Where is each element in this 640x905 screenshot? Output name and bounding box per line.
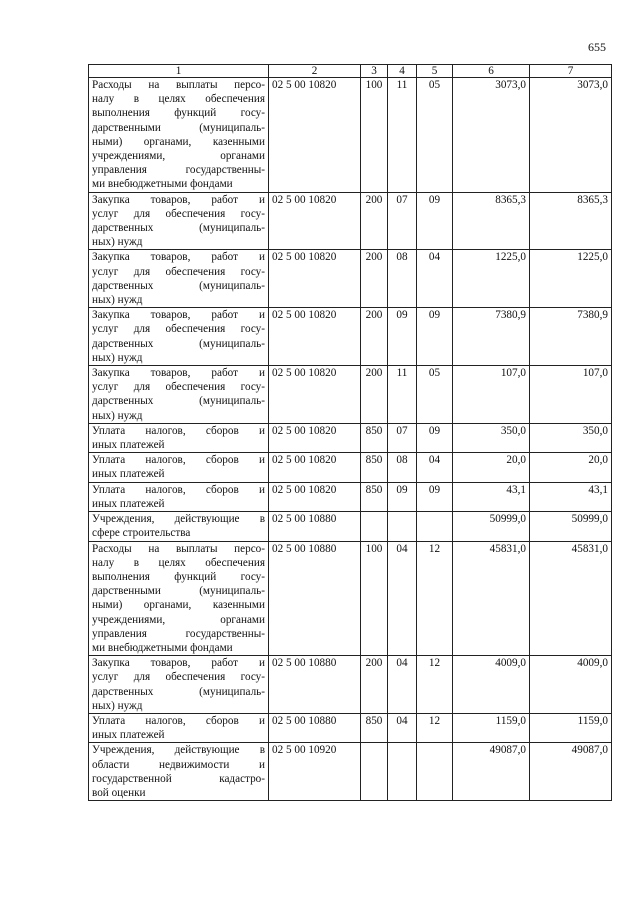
amount-cell: 49087,0 [453,743,530,801]
page-number: 655 [588,40,606,54]
expense-type-cell: 200 [361,656,388,714]
table-row [89,743,612,801]
row-name-cell: Закупка товаров, работ и услуг для обеспечения госу- дарственных (муниципаль- ных) нужд [89,656,269,714]
row-name-cell: Уплата налогов, сборов и иных платежей [89,713,269,742]
expense-type-cell: 850 [361,453,388,482]
amount-cell: 1225,0 [530,250,612,308]
subsection-cell [417,743,453,801]
budget-code-cell: 02 5 00 10820 [269,192,361,250]
expense-type-cell: 200 [361,192,388,250]
section-cell [388,512,417,541]
amount-cell: 50999,0 [530,512,612,541]
amount-cell: 7380,9 [530,308,612,366]
budget-code-cell: 02 5 00 10820 [269,308,361,366]
subsection-cell: 12 [417,713,453,742]
amount-cell: 43,1 [530,482,612,511]
row-name-cell: Расходы на выплаты персо- налу в целях обеспечения выполнения функций госу- дарственными (муниципаль- ными) органами, казенными учреждениями, органами управления государственны- ми внебюджетными фондами [89,78,269,193]
table-row [89,713,612,742]
subsection-cell: 05 [417,78,453,193]
table-row [89,250,612,308]
column-header: 2 [269,65,361,78]
section-cell: 07 [388,192,417,250]
expense-type-cell: 850 [361,713,388,742]
table-row [89,192,612,250]
budget-code-cell: 02 5 00 10880 [269,713,361,742]
budget-code-cell: 02 5 00 10820 [269,250,361,308]
subsection-cell: 09 [417,482,453,511]
column-header: 4 [388,65,417,78]
table-body [89,78,612,801]
budget-code-cell: 02 5 00 10820 [269,453,361,482]
table-row [89,656,612,714]
column-header: 3 [361,65,388,78]
expense-type-cell: 850 [361,423,388,452]
section-cell: 09 [388,308,417,366]
amount-cell: 20,0 [453,453,530,482]
column-header: 5 [417,65,453,78]
amount-cell: 43,1 [453,482,530,511]
expense-type-cell: 200 [361,308,388,366]
amount-cell: 8365,3 [453,192,530,250]
section-cell: 08 [388,453,417,482]
budget-code-cell: 02 5 00 10880 [269,512,361,541]
budget-code-cell: 02 5 00 10920 [269,743,361,801]
amount-cell: 50999,0 [453,512,530,541]
amount-cell: 20,0 [530,453,612,482]
budget-code-cell: 02 5 00 10880 [269,656,361,714]
budget-code-cell: 02 5 00 10880 [269,541,361,656]
amount-cell: 350,0 [530,423,612,452]
amount-cell: 3073,0 [530,78,612,193]
expense-type-cell [361,512,388,541]
row-name-cell: Учреждения, действующие в области недвижимости и государственной кадастро- вой оценки [89,743,269,801]
row-name-cell: Учреждения, действующие в сфере строительства [89,512,269,541]
table-row [89,512,612,541]
section-cell: 07 [388,423,417,452]
amount-cell: 1159,0 [453,713,530,742]
amount-cell: 4009,0 [453,656,530,714]
section-cell: 04 [388,541,417,656]
subsection-cell: 09 [417,192,453,250]
subsection-cell [417,512,453,541]
table-row [89,453,612,482]
column-header: 6 [453,65,530,78]
section-cell: 04 [388,656,417,714]
section-cell [388,743,417,801]
subsection-cell: 12 [417,541,453,656]
table-row [89,423,612,452]
row-name-cell: Уплата налогов, сборов и иных платежей [89,423,269,452]
subsection-cell: 04 [417,453,453,482]
column-header: 1 [89,65,269,78]
row-name-cell: Закупка товаров, работ и услуг для обеспечения госу- дарственных (муниципаль- ных) нужд [89,192,269,250]
section-cell: 11 [388,366,417,424]
amount-cell: 1225,0 [453,250,530,308]
subsection-cell: 05 [417,366,453,424]
row-name-cell: Уплата налогов, сборов и иных платежей [89,453,269,482]
budget-table [88,64,612,801]
table-row [89,78,612,193]
expense-type-cell: 850 [361,482,388,511]
section-cell: 04 [388,713,417,742]
amount-cell: 45831,0 [453,541,530,656]
expense-type-cell: 200 [361,250,388,308]
subsection-cell: 09 [417,423,453,452]
section-cell: 09 [388,482,417,511]
budget-code-cell: 02 5 00 10820 [269,482,361,511]
table-row [89,482,612,511]
column-header: 7 [530,65,612,78]
amount-cell: 45831,0 [530,541,612,656]
subsection-cell: 04 [417,250,453,308]
table-row [89,541,612,656]
expense-type-cell [361,743,388,801]
table-row [89,308,612,366]
amount-cell: 3073,0 [453,78,530,193]
amount-cell: 1159,0 [530,713,612,742]
row-name-cell: Закупка товаров, работ и услуг для обеспечения госу- дарственных (муниципаль- ных) нужд [89,308,269,366]
section-cell: 11 [388,78,417,193]
budget-code-cell: 02 5 00 10820 [269,423,361,452]
amount-cell: 350,0 [453,423,530,452]
table-row [89,366,612,424]
amount-cell: 49087,0 [530,743,612,801]
amount-cell: 4009,0 [530,656,612,714]
expense-type-cell: 100 [361,541,388,656]
amount-cell: 8365,3 [530,192,612,250]
row-name-cell: Уплата налогов, сборов и иных платежей [89,482,269,511]
section-cell: 08 [388,250,417,308]
expense-type-cell: 200 [361,366,388,424]
header-row [89,65,612,78]
row-name-cell: Закупка товаров, работ и услуг для обеспечения госу- дарственных (муниципаль- ных) нужд [89,250,269,308]
expense-type-cell: 100 [361,78,388,193]
budget-code-cell: 02 5 00 10820 [269,78,361,193]
budget-code-cell: 02 5 00 10820 [269,366,361,424]
amount-cell: 107,0 [530,366,612,424]
amount-cell: 107,0 [453,366,530,424]
amount-cell: 7380,9 [453,308,530,366]
subsection-cell: 09 [417,308,453,366]
row-name-cell: Закупка товаров, работ и услуг для обеспечения госу- дарственных (муниципаль- ных) нужд [89,366,269,424]
row-name-cell: Расходы на выплаты персо- налу в целях обеспечения выполнения функций госу- дарственными (муниципаль- ными) органами, казенными учреждениями, органами управления государственны- ми внебюджетными фондами [89,541,269,656]
subsection-cell: 12 [417,656,453,714]
